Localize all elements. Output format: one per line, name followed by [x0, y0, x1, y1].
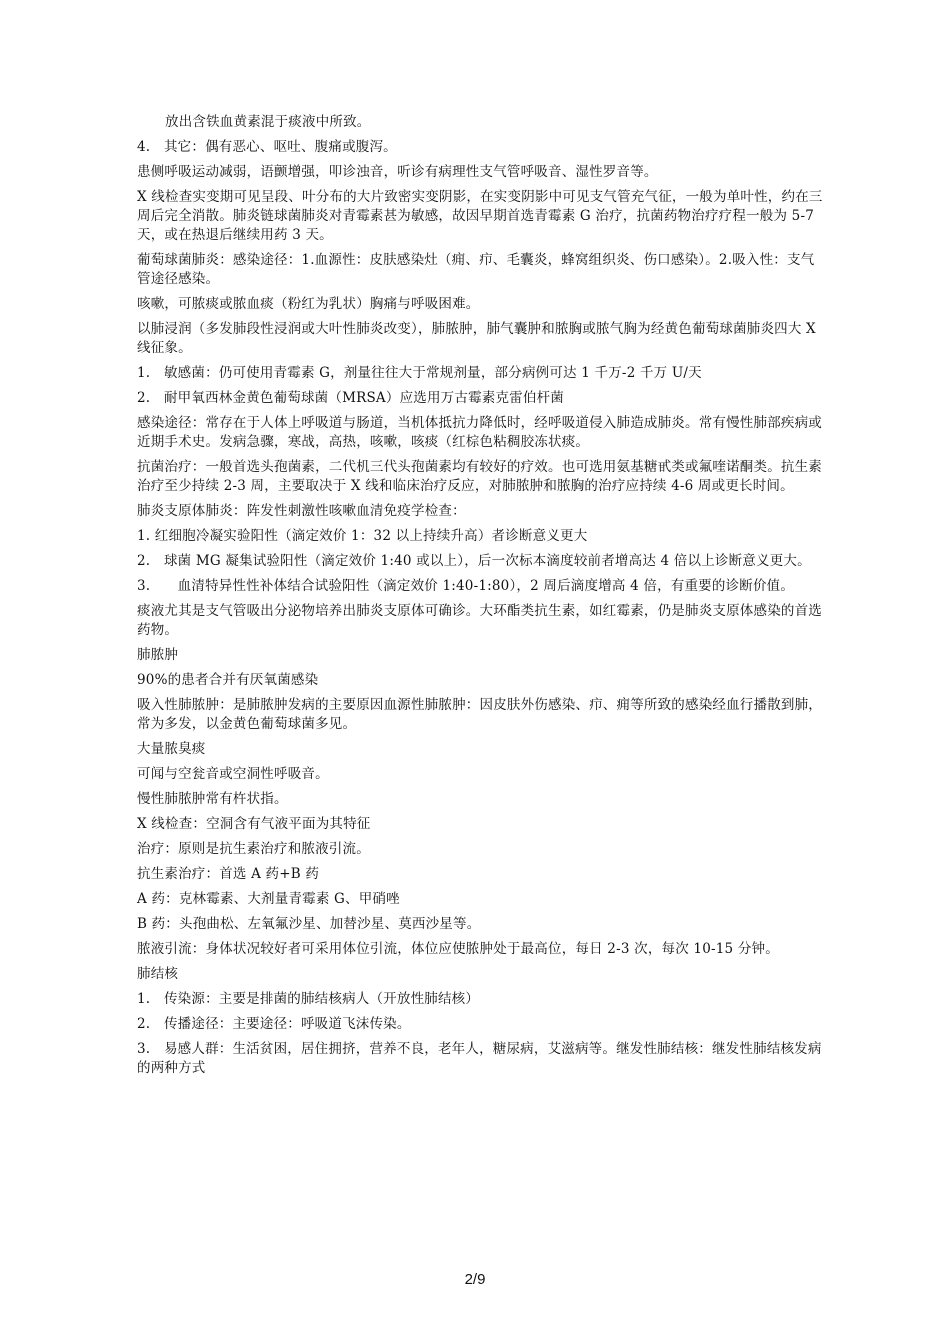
- paragraph: 大量脓臭痰: [137, 741, 206, 757]
- paragraph: 可闻与空瓮音或空洞性呼吸音。: [137, 766, 329, 782]
- paragraph: 吸入性肺脓肿：是肺脓肿发病的主要原因血源性肺脓肿：因皮肤外伤感染、疖、痈等所致的感染经血行播散到肺，常为多发，以金黄色葡萄球菌多见。: [137, 697, 822, 732]
- paragraph: 2. 传播途径：主要途径：呼吸道飞沫传染。: [137, 1016, 411, 1032]
- paragraph: 葡萄球菌肺炎：感染途径：1.血源性：皮肤感染灶（痈、疖、毛囊炎，蜂窝组织炎、伤口感染）。2.吸入性：支气管途径感染。: [137, 252, 815, 287]
- paragraph: 治疗：原则是抗生素治疗和脓液引流。: [137, 841, 370, 857]
- paragraph: X 线检查实变期可见呈段、叶分布的大片致密实变阴影，在实变阴影中可见支气管充气征，一般为单叶性，约在三周后完全消散。肺炎链球菌肺炎对青霉素甚为敏感，故因早期首选青霉素 G 治疗，抗菌药物治疗疗程一般为 5-7 天，或在热退后继续用药 3 天。: [137, 189, 823, 243]
- paragraph: 肺炎支原体肺炎：阵发性刺激性咳嗽血清免疫学检查：: [137, 503, 466, 519]
- paragraph: 1. 红细胞冷凝实验阳性（滴定效价 1：32 以上持续升高）者诊断意义更大: [137, 528, 588, 544]
- paragraph: B 药：头孢曲松、左氧氟沙星、加替沙星、莫西沙星等。: [137, 916, 481, 932]
- paragraph: 4. 其它：偶有恶心、呕吐、腹痛或腹泻。: [137, 139, 397, 155]
- page-number: 2/9: [464, 1271, 486, 1288]
- paragraph: 感染途径：常存在于人体上呼吸道与肠道，当机体抵抗力降低时，经呼吸道侵入肺造成肺炎。常有慢性肺部疾病或近期手术史。发病急骤，寒战，高热，咳嗽，咳痰（红棕色粘稠胶冻状痰。: [137, 415, 822, 450]
- paragraph: 3. 易感人群：生活贫困，居住拥挤，营养不良，老年人，糖尿病，艾滋病等。继发性肺结核：继发性肺结核发病的两种方式: [137, 1041, 822, 1076]
- paragraph: 1. 敏感菌：仍可使用青霉素 G，剂量往往大于常规剂量，部分病例可达 1 千万-2 千万 U/天: [137, 365, 702, 381]
- paragraph: 患侧呼吸运动减弱，语颤增强，叩诊浊音，听诊有病理性支气管呼吸音、湿性罗音等。: [137, 164, 658, 180]
- paragraph: 2. 球菌 MG 凝集试验阳性（滴定效价 1:40 或以上），后一次标本滴度较前者增高达 4 倍以上诊断意义更大。: [137, 553, 811, 569]
- paragraph: 1. 传染源：主要是排菌的肺结核病人（开放性肺结核）: [137, 991, 480, 1007]
- section-heading: 肺脓肿: [137, 647, 179, 663]
- paragraph: X 线检查：空洞含有气液平面为其特征: [137, 816, 371, 832]
- paragraph: 放出含铁血黄素混于痰液中所致。: [165, 114, 371, 130]
- paragraph: 脓液引流：身体状况较好者可采用体位引流，体位应使脓肿处于最高位，每日 2-3 次，每次 10-15 分钟。: [137, 941, 779, 957]
- paragraph: 2. 耐甲氧西林金黄色葡萄球菌（MRSA）应选用万古霉素克雷伯杆菌: [137, 390, 564, 406]
- paragraph: 抗生素治疗：首选 A 药+B 药: [137, 866, 320, 882]
- paragraph: 90%的患者合并有厌氧菌感染: [137, 672, 319, 688]
- paragraph: A 药：克林霉素、大剂量青霉素 G、甲硝唑: [137, 891, 400, 907]
- paragraph: 抗菌治疗：一般首选头孢菌素，二代机三代头孢菌素均有较好的疗效。也可选用氨基糖甙类或氟喹诺酮类。抗生素治疗至少持续 2-3 周，主要取决于 X 线和临床治疗反应，对肺脓肿和脓胸的治疗应持续 4-6 周或更长时间。: [137, 459, 822, 494]
- paragraph: 以肺浸润（多发肺段性浸润或大叶性肺炎改变），肺脓肿，肺气囊肿和脓胸或脓气胸为经黄色葡萄球菌肺炎四大 X 线征象。: [137, 321, 821, 356]
- document-body: [137, 113, 827, 1084]
- paragraph: 咳嗽，可脓痰或脓血痰（粉红为乳状）胸痛与呼吸困难。: [137, 296, 480, 312]
- section-heading: 肺结核: [137, 966, 179, 982]
- paragraph: 痰液尤其是支气管吸出分泌物培养出肺炎支原体可确诊。大环酯类抗生素，如红霉素，仍是肺炎支原体感染的首选药物。: [137, 603, 822, 638]
- paragraph: 3. 血清特异性性补体结合试验阳性（滴定效价 1:40-1:80），2 周后滴度增高 4 倍，有重要的诊断价值。: [137, 578, 795, 594]
- paragraph: 慢性肺脓肿常有杵状指。: [137, 791, 288, 807]
